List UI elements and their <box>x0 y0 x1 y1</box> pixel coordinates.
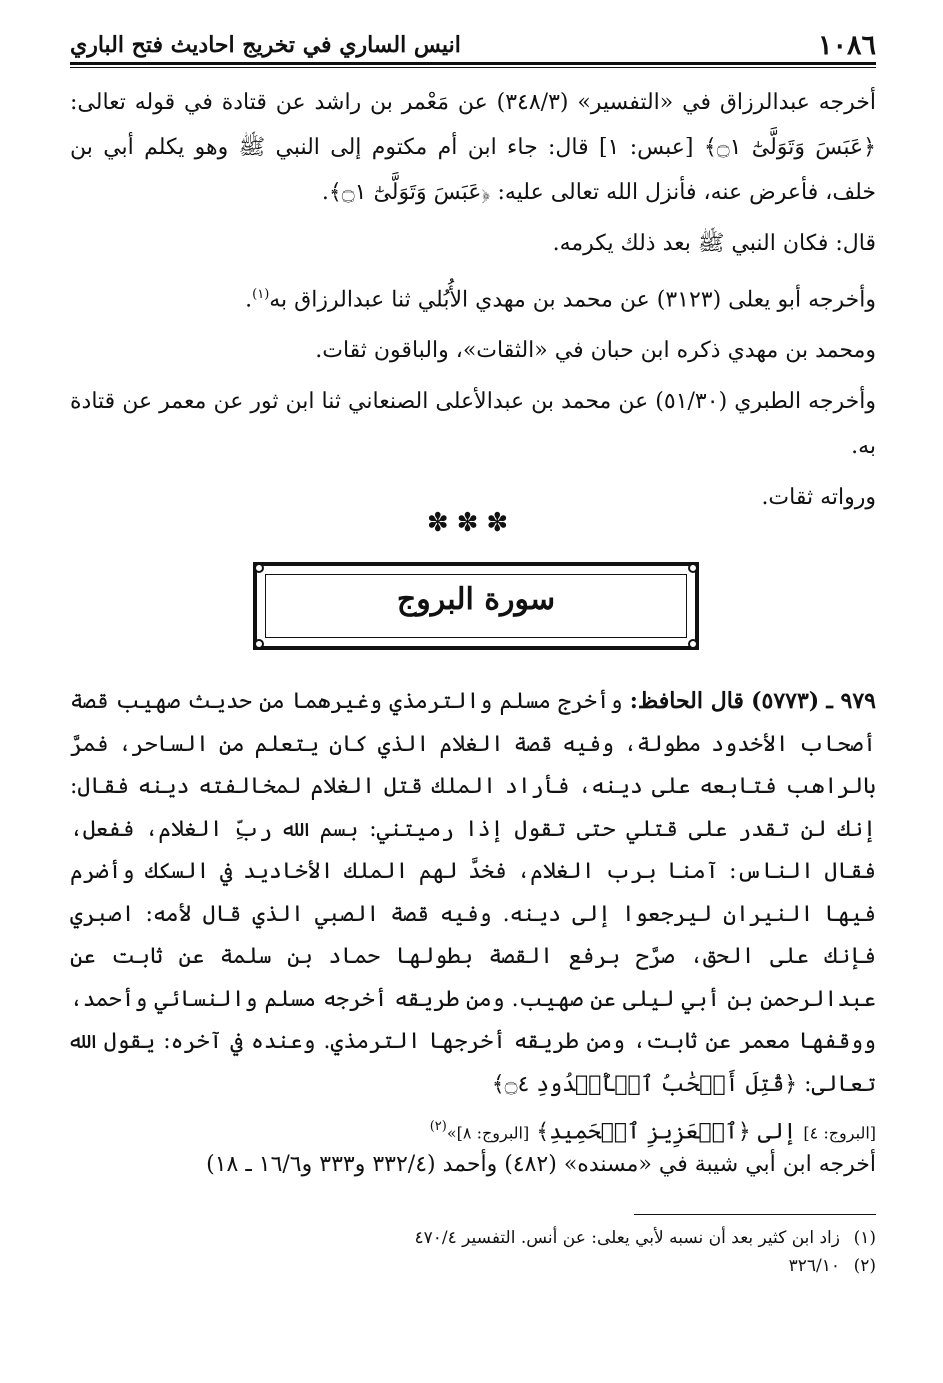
paragraph <box>70 272 876 322</box>
verse-ref: [البروج: ٨]» <box>446 1123 530 1143</box>
footnote-ref: (٢) <box>429 1119 447 1134</box>
corner-ornament <box>254 563 264 573</box>
top-section <box>70 80 876 526</box>
page-header <box>70 24 876 64</box>
verse-text: ﴿ٱلۡعَزِيزِ ٱلۡحَمِيدِ﴾ <box>536 1119 751 1145</box>
paragraph: أخرجه عبدالرزاق في «التفسير» (٣٤٨/٣) عن مَعْمر بن راشد عن قتادة في قوله تعالى: ﴿عَبَسَ وَتَوَلَّىٰٓ ۝١﴾ [عبس: ١] قال: جاء ابن أم مكتوم إلى النبي ﷺ وهو يكلم أبي بن خلف، فأعرض عنه، فأنزل الله تعالى عليه: ﴿عَبَسَ وَتَوَلَّىٰٓ ۝١﴾. <box>70 90 877 205</box>
footnote-rule <box>634 1214 876 1215</box>
running-title: انيس الساري في تخريج احاديث فتح الباري <box>70 32 461 58</box>
header-rule-thin <box>70 67 876 68</box>
paragraph: ورواته ثقات. <box>761 485 876 511</box>
footnote-ref: (١) <box>252 287 270 302</box>
hadith-text: وأخرج مسلم والترمذي وغيرهما من حديث صهيب قصة أصحاب الأخدود مطولة، وفيه قصة الغلام الذي كان يتعلم من الساحر، فمرَّ بالراهب فتابعه على دينه، فأراد الملك قتل الغلام لمخالفته دينه فقال: إنك لن تقدر على قتلي حتى تقول إذا رميتني: بسم الله ربِّ الغلام، ففعل، فقال الناس: آمنا برب الغلام، فخدَّ لهم الملك الأخاديد في السكك وأضرم فيها النيران ليرجعوا إلى دينه. وفيه قصة الصبي الذي قال لأمه: اصبري فإنك على الحق، صرَّح برفع القصة بطولها حماد بن سلمة عن ثابت عن عبدالرحمن بن أبي ليلى عن صهيب. ومن طريقه أخرجه مسلم والنسائي وأحمد، ووقفها معمر عن ثابت، ومن طريقه أخرجها الترمذي. وعنده في آخره: يقول الله تعالى: ﴿قُتِلَ أَصۡحَٰبُ ٱلۡأُخۡدُودِ ۝٤﴾ <box>70 689 876 1097</box>
hadith-label: قال الحافظ: <box>629 688 744 714</box>
footnotes <box>70 1224 876 1280</box>
corner-ornament <box>254 639 264 649</box>
footnote <box>70 1252 876 1280</box>
paragraph-text: وأخرجه أبو يعلى (٣١٢٣) عن محمد بن مهدي الأُبُلي ثنا عبدالرزاق به <box>269 287 876 313</box>
section-separator: ✽✽✽ <box>426 508 517 538</box>
paragraph-tail: . <box>245 287 253 313</box>
footnote-mark: (١) <box>853 1228 876 1248</box>
verse-ref-to: إلى <box>757 1119 797 1145</box>
hadith-number: ٩٧٩ ـ <box>826 688 876 714</box>
header-rule <box>70 62 876 65</box>
page-number: ١٠٨٦ <box>817 30 876 61</box>
hadith-ref: (٥٧٧٣) <box>751 688 820 714</box>
footnote-mark: (٢) <box>853 1256 876 1276</box>
corner-ornament <box>688 639 698 649</box>
footnote-text: ٣٢٦/١٠ <box>788 1256 840 1276</box>
surah-title-frame <box>253 562 699 650</box>
paragraph: قال: فكان النبي ﷺ بعد ذلك يكرمه. <box>552 231 876 256</box>
footnote <box>70 1224 876 1252</box>
hadith-entry <box>70 680 876 1155</box>
corner-ornament <box>688 563 698 573</box>
verse-ref: [البروج: ٤] <box>803 1123 876 1143</box>
paragraph: وأخرجه الطبري (٥١/٣٠) عن محمد بن عبدالأعلى الصنعاني ثنا ابن ثور عن معمر عن قتادة به. <box>70 389 876 460</box>
surah-title: سورة البروج <box>396 582 556 617</box>
footnote-text: زاد ابن كثير بعد أن نسبه لأبي يعلى: عن أنس. التفسير ٤٧٠/٤ <box>414 1228 840 1248</box>
paragraph: أخرجه ابن أبي شيبة في «مسنده» (٤٨٢) وأحمد (٣٣٢/٤ و٣٣٣ و١٦/٦ ـ ١٨) <box>206 1152 876 1177</box>
paragraph: ومحمد بن مهدي ذكره ابن حبان في «الثقات»، والباقون ثقات. <box>315 338 876 364</box>
